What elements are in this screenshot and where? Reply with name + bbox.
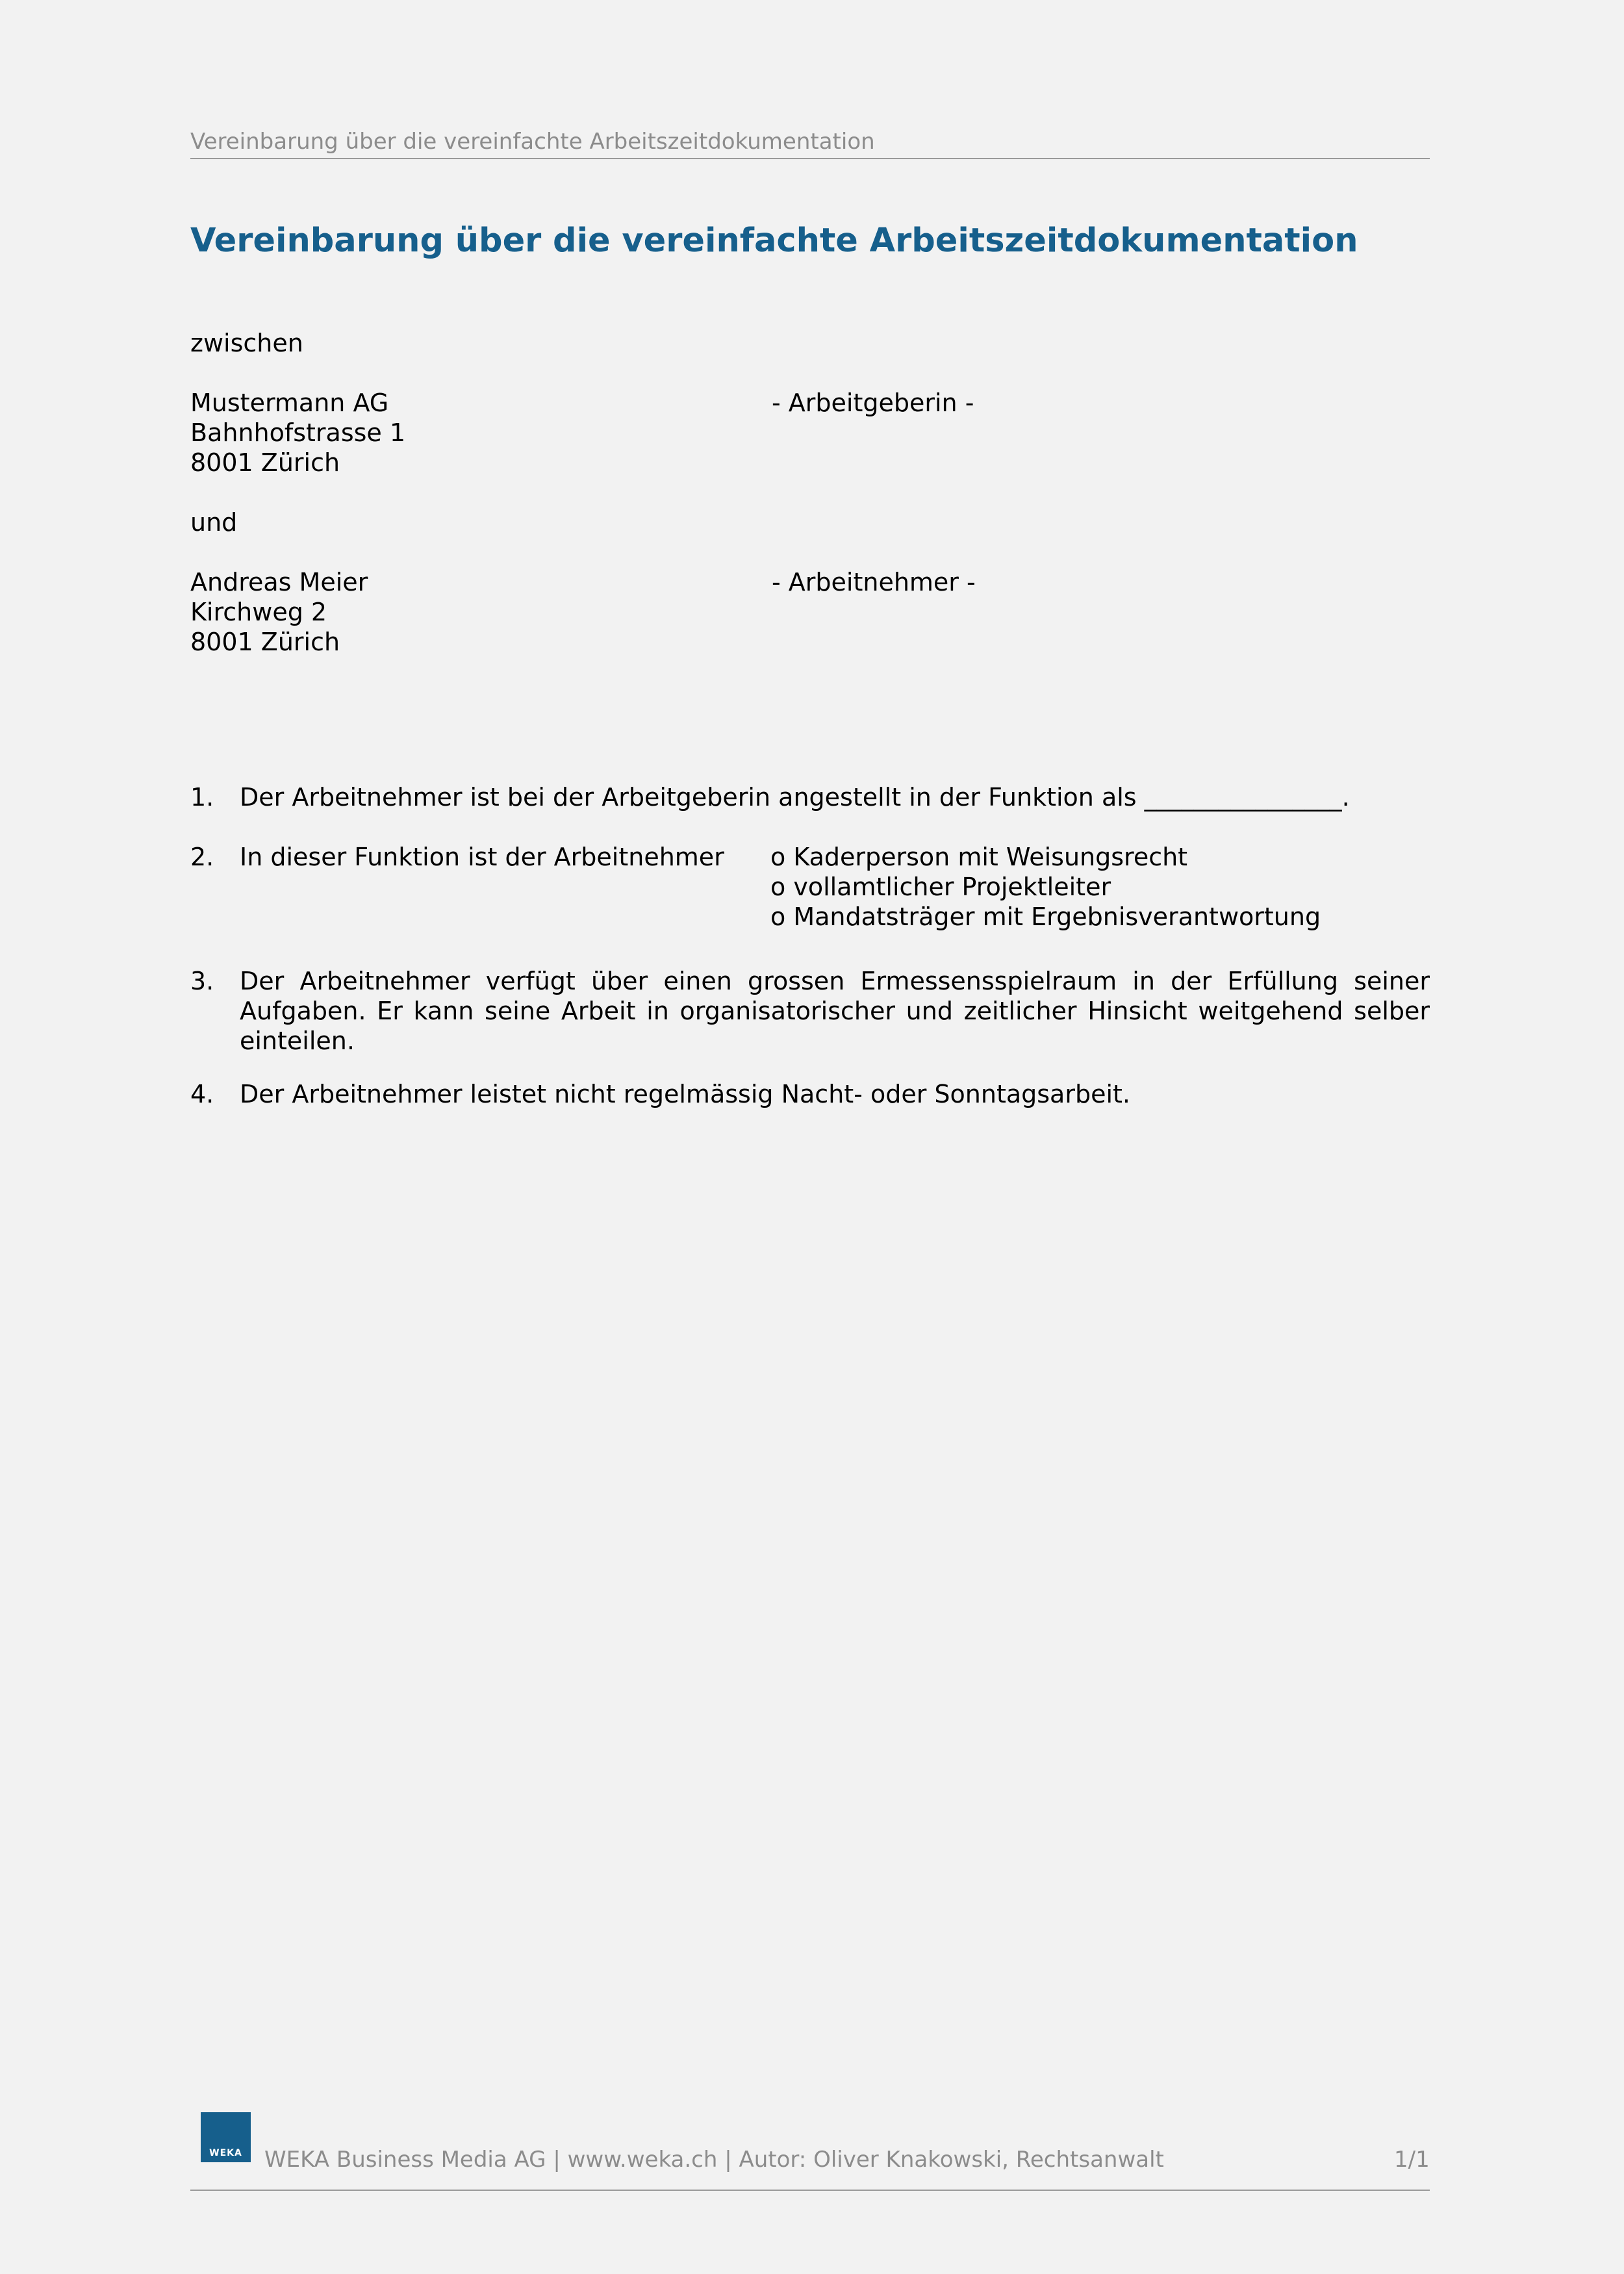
- employer-name: Mustermann AG: [190, 389, 389, 417]
- header-divider: [190, 158, 1430, 159]
- running-header-title: Vereinbarung über die vereinfachte Arbeitszeitdokumentation: [190, 129, 875, 155]
- function-option: o vollamtlicher Projektleiter: [770, 873, 1111, 901]
- list-item-number: 1.: [190, 783, 214, 811]
- page-number: 1/1: [1394, 2147, 1430, 2173]
- employer-role: - Arbeitgeberin -: [772, 389, 974, 417]
- list-item-text: Der Arbeitnehmer ist bei der Arbeitgeberin angestellt in der Funktion als ________________.: [240, 783, 1350, 811]
- footer-divider: [190, 2190, 1430, 2191]
- employee-name: Andreas Meier: [190, 568, 368, 596]
- weka-logo: [201, 2112, 251, 2162]
- list-item-number: 4.: [190, 1080, 214, 1108]
- and-label: und: [190, 508, 238, 537]
- list-item-text: Der Arbeitnehmer leistet nicht regelmässig Nacht- oder Sonntagsarbeit.: [240, 1080, 1131, 1108]
- document-title: Vereinbarung über die vereinfachte Arbeitszeitdokumentation: [190, 222, 1358, 260]
- function-option: o Kaderperson mit Weisungsrecht: [770, 843, 1188, 871]
- between-label: zwischen: [190, 329, 303, 357]
- employer-street: Bahnhofstrasse 1: [190, 418, 406, 447]
- employee-role: - Arbeitnehmer -: [772, 568, 976, 596]
- function-option: o Mandatsträger mit Ergebnisverantwortung: [770, 902, 1321, 931]
- employee-street: Kirchweg 2: [190, 598, 327, 626]
- list-item-number: 2.: [190, 843, 214, 871]
- list-item-number: 3.: [190, 967, 214, 995]
- footer-publisher: WEKA Business Media AG | www.weka.ch | Autor: Oliver Knakowski, Rechtsanwalt: [264, 2147, 1164, 2173]
- employer-city: 8001 Zürich: [190, 448, 340, 477]
- list-item-text: Der Arbeitnehmer verfügt über einen grossen Ermessensspielraum in der Erfüllung seiner Aufgaben. Er kann seine Arbeit in organisatorischer und zeitlicher Hinsicht weitgehend selber einteilen.: [240, 967, 1430, 1055]
- employee-city: 8001 Zürich: [190, 628, 340, 656]
- logo-text: WEKA: [209, 2148, 242, 2158]
- list-item-text: In dieser Funktion ist der Arbeitnehmer: [240, 843, 724, 871]
